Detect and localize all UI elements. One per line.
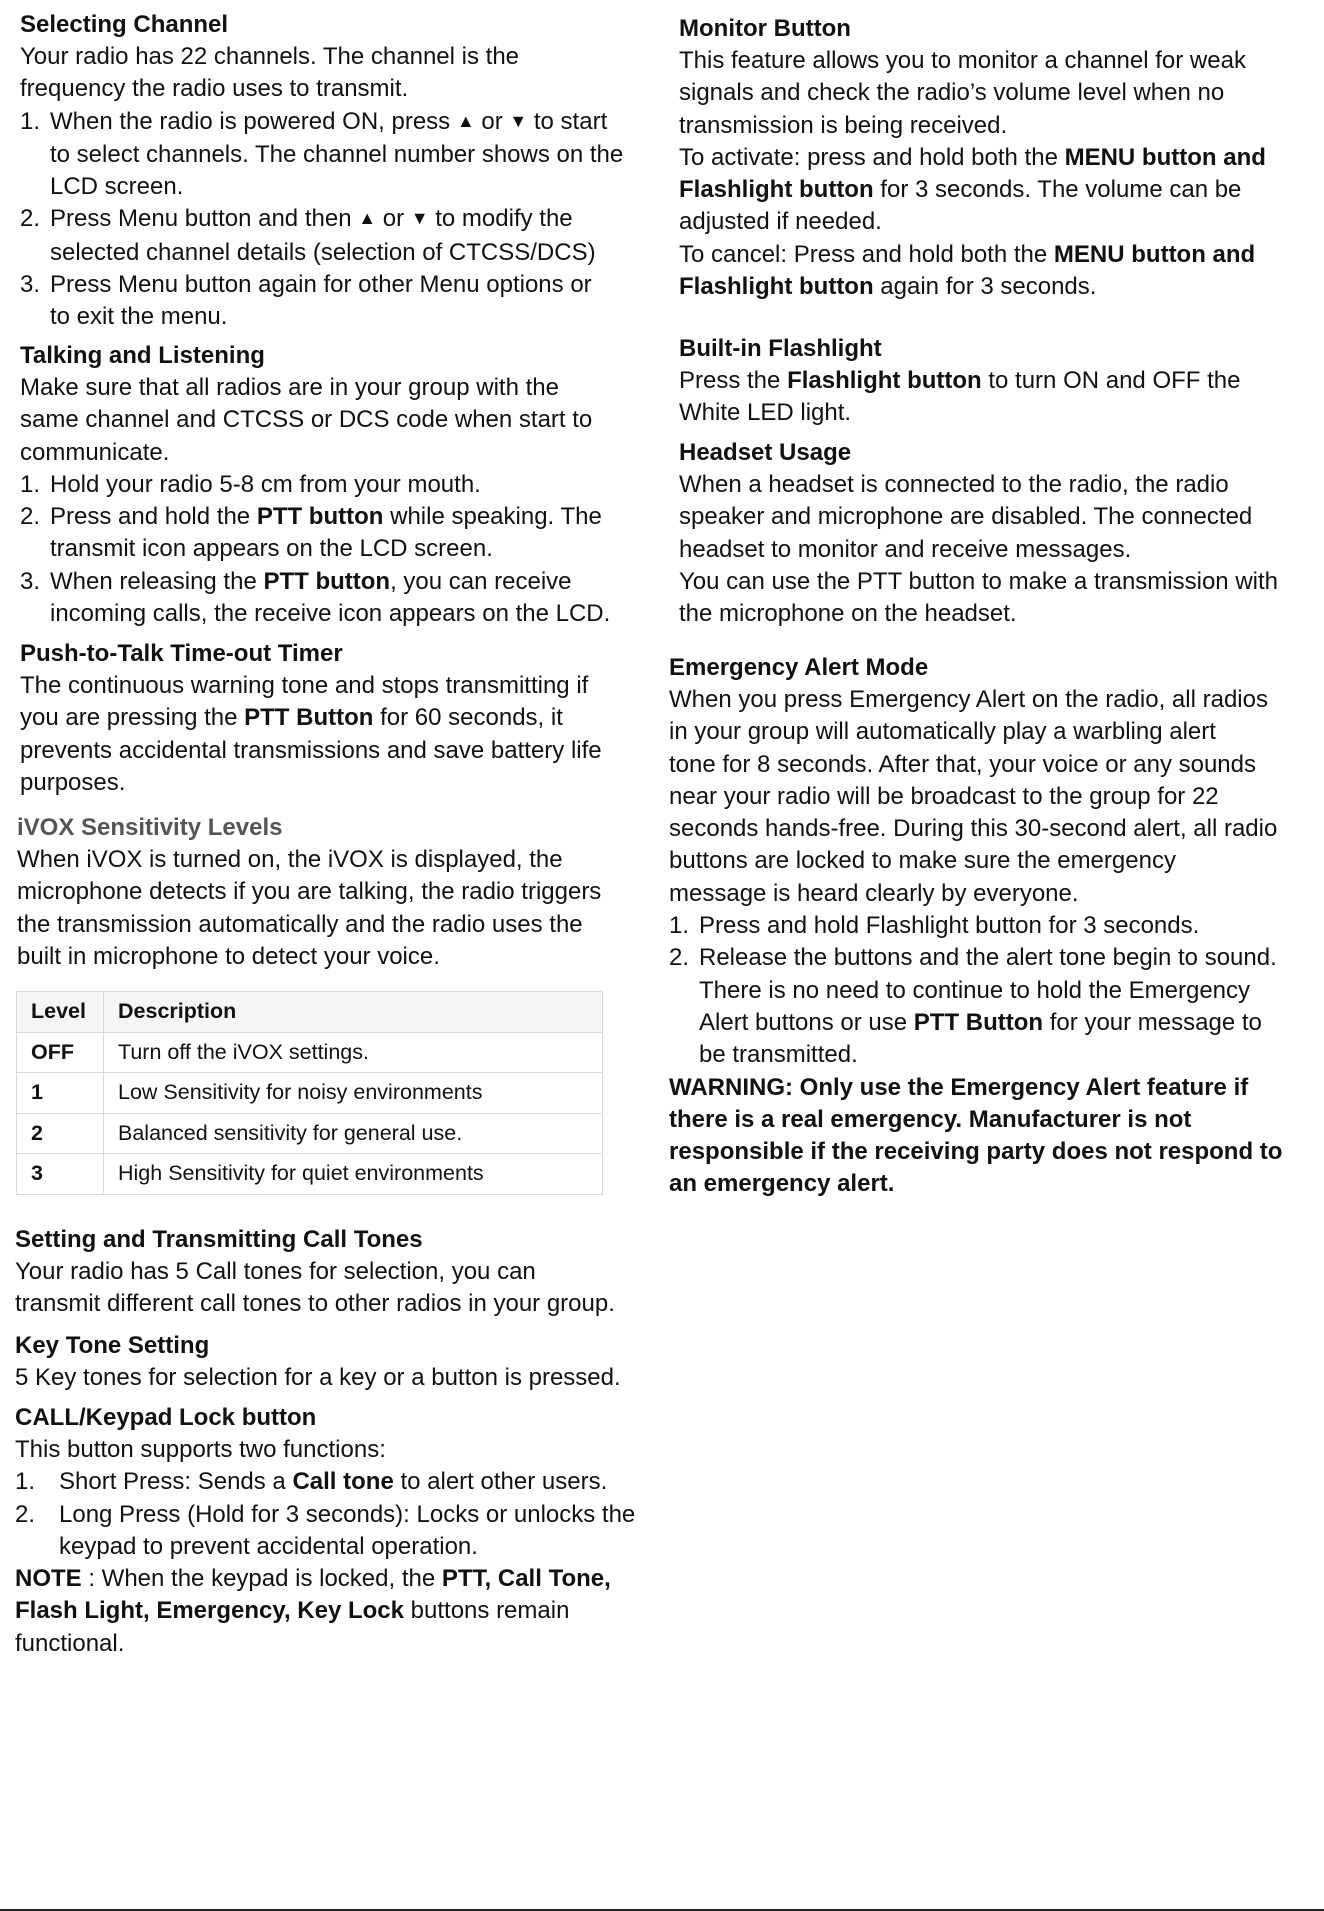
step-text: , you can receive (390, 567, 572, 595)
step-text: be transmitted. (699, 1041, 858, 1069)
list-item (20, 269, 660, 334)
step-text: keypad to prevent accidental operation. (59, 1532, 478, 1560)
warning-block (669, 1072, 1318, 1201)
list-number: 2. (20, 503, 41, 531)
monitor-line-1: This feature allows you to monitor a channel for weak (679, 47, 1246, 74)
monitor-activate-line-2: Flashlight button for 3 seconds. The volume can be (679, 176, 1242, 204)
level-cell: OFF (17, 1032, 104, 1073)
emergency-heading: Emergency Alert Mode (669, 654, 929, 681)
flashlight-heading: Built-in Flashlight (679, 335, 882, 362)
step-text: to exit the menu. (50, 303, 228, 331)
list-number: 2. (20, 205, 41, 233)
step-text: to alert other users. (400, 1468, 608, 1496)
ivox-line-3: the transmission automatically and the radio uses the (17, 910, 583, 938)
headset-line-5: the microphone on the headset. (679, 600, 1017, 628)
step-text: Press Menu button and then (50, 205, 352, 233)
step-text: Press Menu button again for other Menu options or (50, 271, 592, 299)
list-number: 3. (20, 271, 41, 299)
up-arrow-icon: ▲ (456, 110, 475, 131)
talking-line-3: communicate. (20, 438, 170, 466)
selecting-intro-line-1: Your radio has 22 channels. The channel is the (20, 43, 520, 70)
emergency-line-3: tone for 8 seconds. After that, your voice or any sounds (669, 750, 1257, 778)
down-arrow-icon: ▼ (410, 208, 429, 229)
table-row (17, 1154, 603, 1195)
column-header-description: Description (104, 992, 603, 1033)
step-text: or (481, 107, 503, 135)
section-talking-listening (20, 340, 660, 630)
headset-line-4: You can use the PTT button to make a transmission with (679, 567, 1278, 595)
description-cell: Low Sensitivity for noisy environments (104, 1073, 603, 1114)
up-arrow-icon: ▲ (358, 208, 377, 229)
step-text: When the radio is powered ON, press (50, 107, 451, 135)
warning-line-4: an emergency alert. (669, 1170, 895, 1198)
step-text: selected channel details (selection of CTCSS/DCS) (50, 238, 596, 266)
list-item (669, 910, 1318, 942)
ptt-line-1: The continuous warning tone and stops transmitting if (20, 672, 589, 699)
talking-line-1: Make sure that all radios are in your group with the (20, 374, 559, 401)
level-cell: 3 (17, 1154, 104, 1195)
section-flashlight (679, 333, 1318, 430)
ptt-button-label: PTT button (256, 503, 384, 531)
list-item (20, 203, 660, 269)
step-text: while speaking. The (390, 503, 602, 531)
step-text: or (382, 205, 405, 233)
note-line-2: Flash Light, Emergency, Key Lock buttons remain (15, 1597, 570, 1625)
step-text: Press and hold the (50, 503, 251, 531)
table-row (17, 1032, 603, 1073)
ivox-heading: iVOX Sensitivity Levels (17, 814, 283, 841)
call-tones-heading: Setting and Transmitting Call Tones (15, 1226, 423, 1253)
step-text: Release the buttons and the alert tone begin to sound. (699, 944, 1277, 972)
call-tones-line-1: Your radio has 5 Call tones for selection, you can (15, 1258, 536, 1285)
emergency-line-2: in your group will automatically play a warbling alert (669, 718, 1216, 746)
call-lock-line-1: This button supports two functions: (15, 1436, 386, 1463)
section-headset (679, 437, 1318, 630)
list-item (20, 566, 660, 631)
selecting-steps-list (20, 106, 660, 334)
level-cell: 1 (17, 1073, 104, 1114)
note-line-1: NOTE : When the keypad is locked, the PTT, Call Tone, (15, 1565, 611, 1593)
list-number: 1. (669, 912, 690, 940)
flashlight-line-1: Press the Flashlight button to turn ON and OFF the (679, 367, 1241, 394)
step-text: There is no need to continue to hold the Emergency (699, 976, 1251, 1004)
monitor-activate-line-1: To activate: press and hold both the MENU button and (679, 143, 1266, 171)
list-item (15, 1499, 660, 1564)
warning-line-2: there is a real emergency. Manufacturer is not (669, 1105, 1192, 1133)
step-text: When releasing the (50, 567, 257, 595)
ptt-line-4: purposes. (20, 768, 126, 796)
step-text: transmit icon appears on the LCD screen. (50, 535, 493, 563)
flashlight-line-2: White LED light. (679, 399, 852, 427)
list-item (669, 942, 1318, 1071)
step-text: to modify the (435, 205, 573, 233)
monitor-cancel-line-2: Flashlight button again for 3 seconds. (679, 273, 1097, 301)
ivox-line-1: When iVOX is turned on, the iVOX is displayed, the (17, 846, 563, 873)
talking-line-2: same channel and CTCSS or DCS code when start to (20, 406, 593, 434)
list-number: 1. (15, 1468, 36, 1496)
section-monitor-button (679, 13, 1318, 303)
ivox-levels-table-wrap (16, 991, 660, 1195)
emergency-steps-list (669, 910, 1318, 1071)
headset-line-3: headset to monitor and receive messages. (679, 535, 1132, 563)
list-number: 1. (20, 107, 41, 135)
section-ivox (17, 812, 660, 973)
ptt-button-label: PTT button (263, 567, 391, 595)
section-call-tones (15, 1224, 660, 1321)
table-row (17, 1073, 603, 1114)
down-arrow-icon: ▼ (509, 110, 528, 131)
warning-line-1: WARNING: Only use the Emergency Alert feature if (669, 1073, 1249, 1101)
step-text: incoming calls, the receive icon appears on the LCD. (50, 600, 611, 628)
monitor-cancel-line-1: To cancel: Press and hold both the MENU button and (679, 240, 1256, 268)
list-number: 2. (669, 944, 690, 972)
description-cell: Balanced sensitivity for general use. (104, 1113, 603, 1154)
section-call-keypad-lock (15, 1402, 660, 1660)
step-text: LCD screen. (50, 173, 184, 201)
ivox-levels-table (16, 991, 603, 1195)
monitor-line-3: transmission is being received. (679, 111, 1008, 139)
description-cell: Turn off the iVOX settings. (104, 1032, 603, 1073)
ivox-line-4: built in microphone to detect your voice. (17, 942, 440, 970)
emergency-line-1: When you press Emergency Alert on the radio, all radios (669, 686, 1268, 713)
call-tone-label: Call tone (292, 1468, 394, 1496)
table-header-row (17, 992, 603, 1033)
key-tone-heading: Key Tone Setting (15, 1332, 210, 1359)
emergency-line-5: seconds hands-free. During this 30-second alert, all radio (669, 815, 1278, 843)
monitor-activate-line-3: adjusted if needed. (679, 208, 882, 236)
call-tones-line-2: transmit different call tones to other radios in your group. (15, 1290, 615, 1318)
description-cell: High Sensitivity for quiet environments (104, 1154, 603, 1195)
list-number: 1. (20, 470, 41, 498)
headset-line-2: speaker and microphone are disabled. The connected (679, 503, 1253, 531)
ptt-timer-heading: Push-to-Talk Time-out Timer (20, 640, 343, 667)
call-lock-heading: CALL/Keypad Lock button (15, 1404, 317, 1431)
selecting-intro-line-2: frequency the radio uses to transmit. (20, 75, 409, 103)
step-text: Hold your radio 5-8 cm from your mouth. (50, 470, 481, 498)
ptt-line-2: you are pressing the PTT Button for 60 seconds, it (20, 704, 563, 732)
list-number: 3. (20, 567, 41, 595)
list-item (20, 106, 660, 204)
monitor-heading: Monitor Button (679, 15, 851, 42)
step-text: Long Press (Hold for 3 seconds): Locks or unlocks the (59, 1500, 636, 1528)
section-ptt-timer (20, 638, 660, 799)
table-row (17, 1113, 603, 1154)
talking-heading: Talking and Listening (20, 342, 265, 369)
list-item (15, 1466, 660, 1498)
list-number: 2. (15, 1500, 36, 1528)
selecting-channel-heading: Selecting Channel (20, 11, 229, 38)
section-selecting-channel (20, 9, 660, 334)
headset-line-1: When a headset is connected to the radio, the radio (679, 471, 1229, 498)
step-text: to start (533, 107, 608, 135)
warning-line-3: responsible if the receiving party does not respond to (669, 1138, 1283, 1166)
ptt-line-3: prevents accidental transmissions and save battery life (20, 736, 602, 764)
emergency-line-6: buttons are locked to make sure the emergency (669, 847, 1176, 875)
call-lock-list (15, 1466, 660, 1563)
ivox-line-2: microphone detects if you are talking, the radio triggers (17, 878, 602, 906)
monitor-line-2: signals and check the radio’s volume level when no (679, 79, 1225, 107)
emergency-line-7: message is heard clearly by everyone. (669, 879, 1079, 907)
column-header-level: Level (17, 992, 104, 1033)
list-item (20, 469, 660, 501)
list-item (20, 501, 660, 566)
emergency-line-4: near your radio will be broadcast to the group for 22 (669, 782, 1219, 810)
talking-steps-list (20, 469, 660, 630)
step-text: Press and hold Flashlight button for 3 seconds. (699, 912, 1200, 940)
note-line-3: functional. (15, 1629, 125, 1657)
level-cell: 2 (17, 1113, 104, 1154)
section-key-tone (15, 1330, 660, 1394)
step-text: to select channels. The channel number shows on the (50, 140, 624, 168)
step-text: Alert buttons or use PTT Button for your message to (699, 1008, 1262, 1036)
section-emergency (669, 652, 1318, 1201)
headset-heading: Headset Usage (679, 439, 852, 466)
step-text: Short Press: Sends a (59, 1468, 286, 1496)
key-tone-line-1: 5 Key tones for selection for a key or a button is pressed. (15, 1364, 621, 1391)
